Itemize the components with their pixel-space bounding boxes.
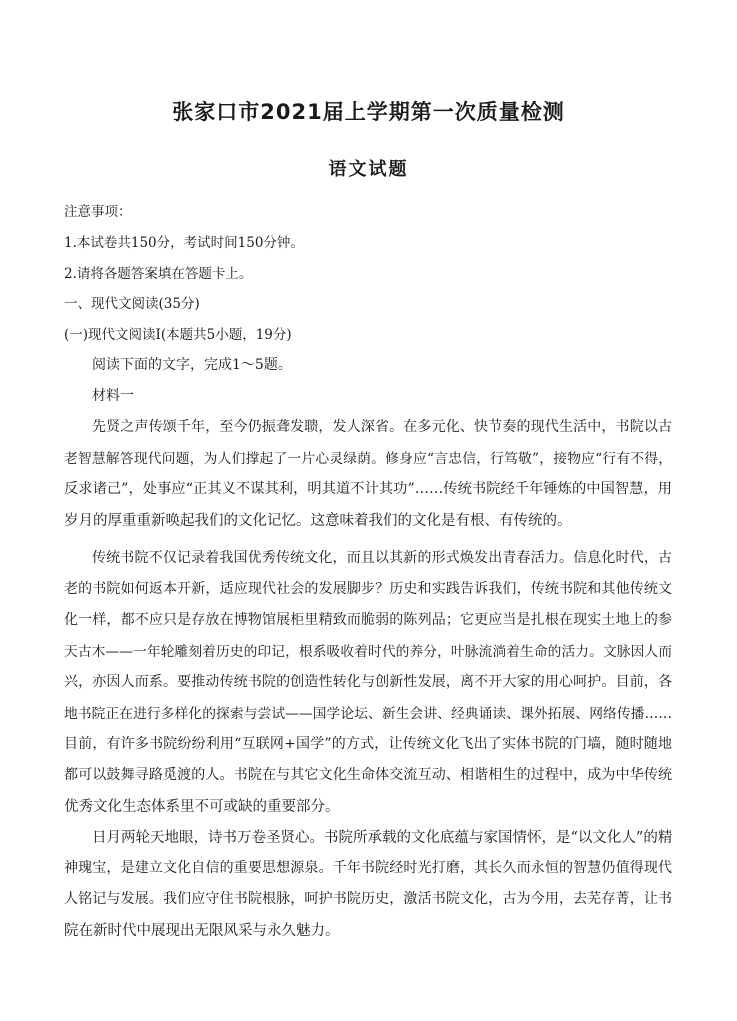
paragraph-line: 目前，有许多书院纷纷利用“互联网+国学”的方式，让传统文化飞出了实体书院的门墙，随时随地: [64, 736, 672, 752]
paragraph-line: 人铭记与发展。我们应守住书院根脉，呵护书院历史，激活书院文化，古为今用，去芜存菁，让书: [64, 891, 672, 907]
paragraph-line: 神瑰宝，是建立文化自信的重要思想源泉。千年书院经时光打磨，其长久而永恒的智慧仍值得现代: [64, 860, 672, 876]
reading-instruction: 阅读下面的文字，完成1～5题。: [92, 357, 292, 373]
paragraph-line: 优秀文化生态体系里不可或缺的重要部分。: [64, 799, 340, 815]
notice-heading: 注意事项：: [64, 204, 132, 220]
paragraph-line: 日月两轮天地眼，诗书万卷圣贤心。书院所承载的文化底蕴与家国情怀，是“以文化人”的精: [92, 830, 673, 846]
paragraph-line: 反求诸己”，处事应“正其义不谋其利，明其道不计其功”……传统书院经千年锤炼的中国智慧，用: [64, 481, 672, 497]
paragraph-line: 院在新时代中展现出无限风采与永久魅力。: [64, 923, 340, 939]
sub-section-heading: (一)现代文阅读Ⅰ(本题共5小题，19分): [64, 327, 292, 343]
paragraph-line: 化一样，都不应只是存放在博物馆展柜里精致而脆弱的陈列品；它更应当是扎根在现实土地上的参: [64, 612, 672, 628]
paragraph-line: 老智慧解答现代问题，为人们撑起了一片心灵绿荫。修身应“言忠信，行笃敬”，接物应“行有不得，: [64, 451, 672, 467]
notice-item-1: 1.本试卷共150分，考试时间150分钟。: [64, 235, 304, 251]
exam-title: 张家口市2021届上学期第一次质量检测: [172, 100, 565, 124]
paragraph-line: 传统书院不仅记录着我国优秀传统文化，而且以其新的形式焕发出青春活力。信息化时代，古: [92, 550, 672, 566]
paragraph-line: 兴，亦因人而系。要推动传统书院的创造性转化与创新性发展，离不开大家的用心呵护。目前，各: [64, 674, 672, 690]
paragraph-line: 岁月的厚重重新唤起我们的文化记忆。这意味着我们的文化是有根、有传统的。: [64, 513, 572, 529]
paragraph-line: 地书院正在进行多样化的探索与尝试——国学论坛、新生会讲、经典诵读、课外拓展、网络传播……: [64, 706, 672, 722]
exam-subtitle: 语文试题: [328, 159, 409, 180]
section-heading: 一、现代文阅读(35分): [64, 296, 200, 312]
paragraph-line: 都可以鼓舞寻路觅渡的人。书院在与其它文化生命体交流互动、相谐相生的过程中，成为中华传统: [64, 767, 672, 783]
paragraph-line: 老的书院如何返本开新，适应现代社会的发展脚步？历史和实践告诉我们，传统书院和其他传统文: [64, 581, 672, 597]
notice-item-2: 2.请将各题答案填在答题卡上。: [64, 266, 253, 282]
paragraph-line: 天古木——一年轮雕刻着历史的印记，根系吸收着时代的养分，叶脉流淌着生命的活力。文脉因人而: [64, 644, 672, 660]
material-label: 材料一: [92, 388, 134, 404]
paragraph-line: 先贤之声传颂千年，至今仍振聋发聩，发人深省。在多元化、快节奏的现代生活中，书院以古: [92, 419, 672, 435]
